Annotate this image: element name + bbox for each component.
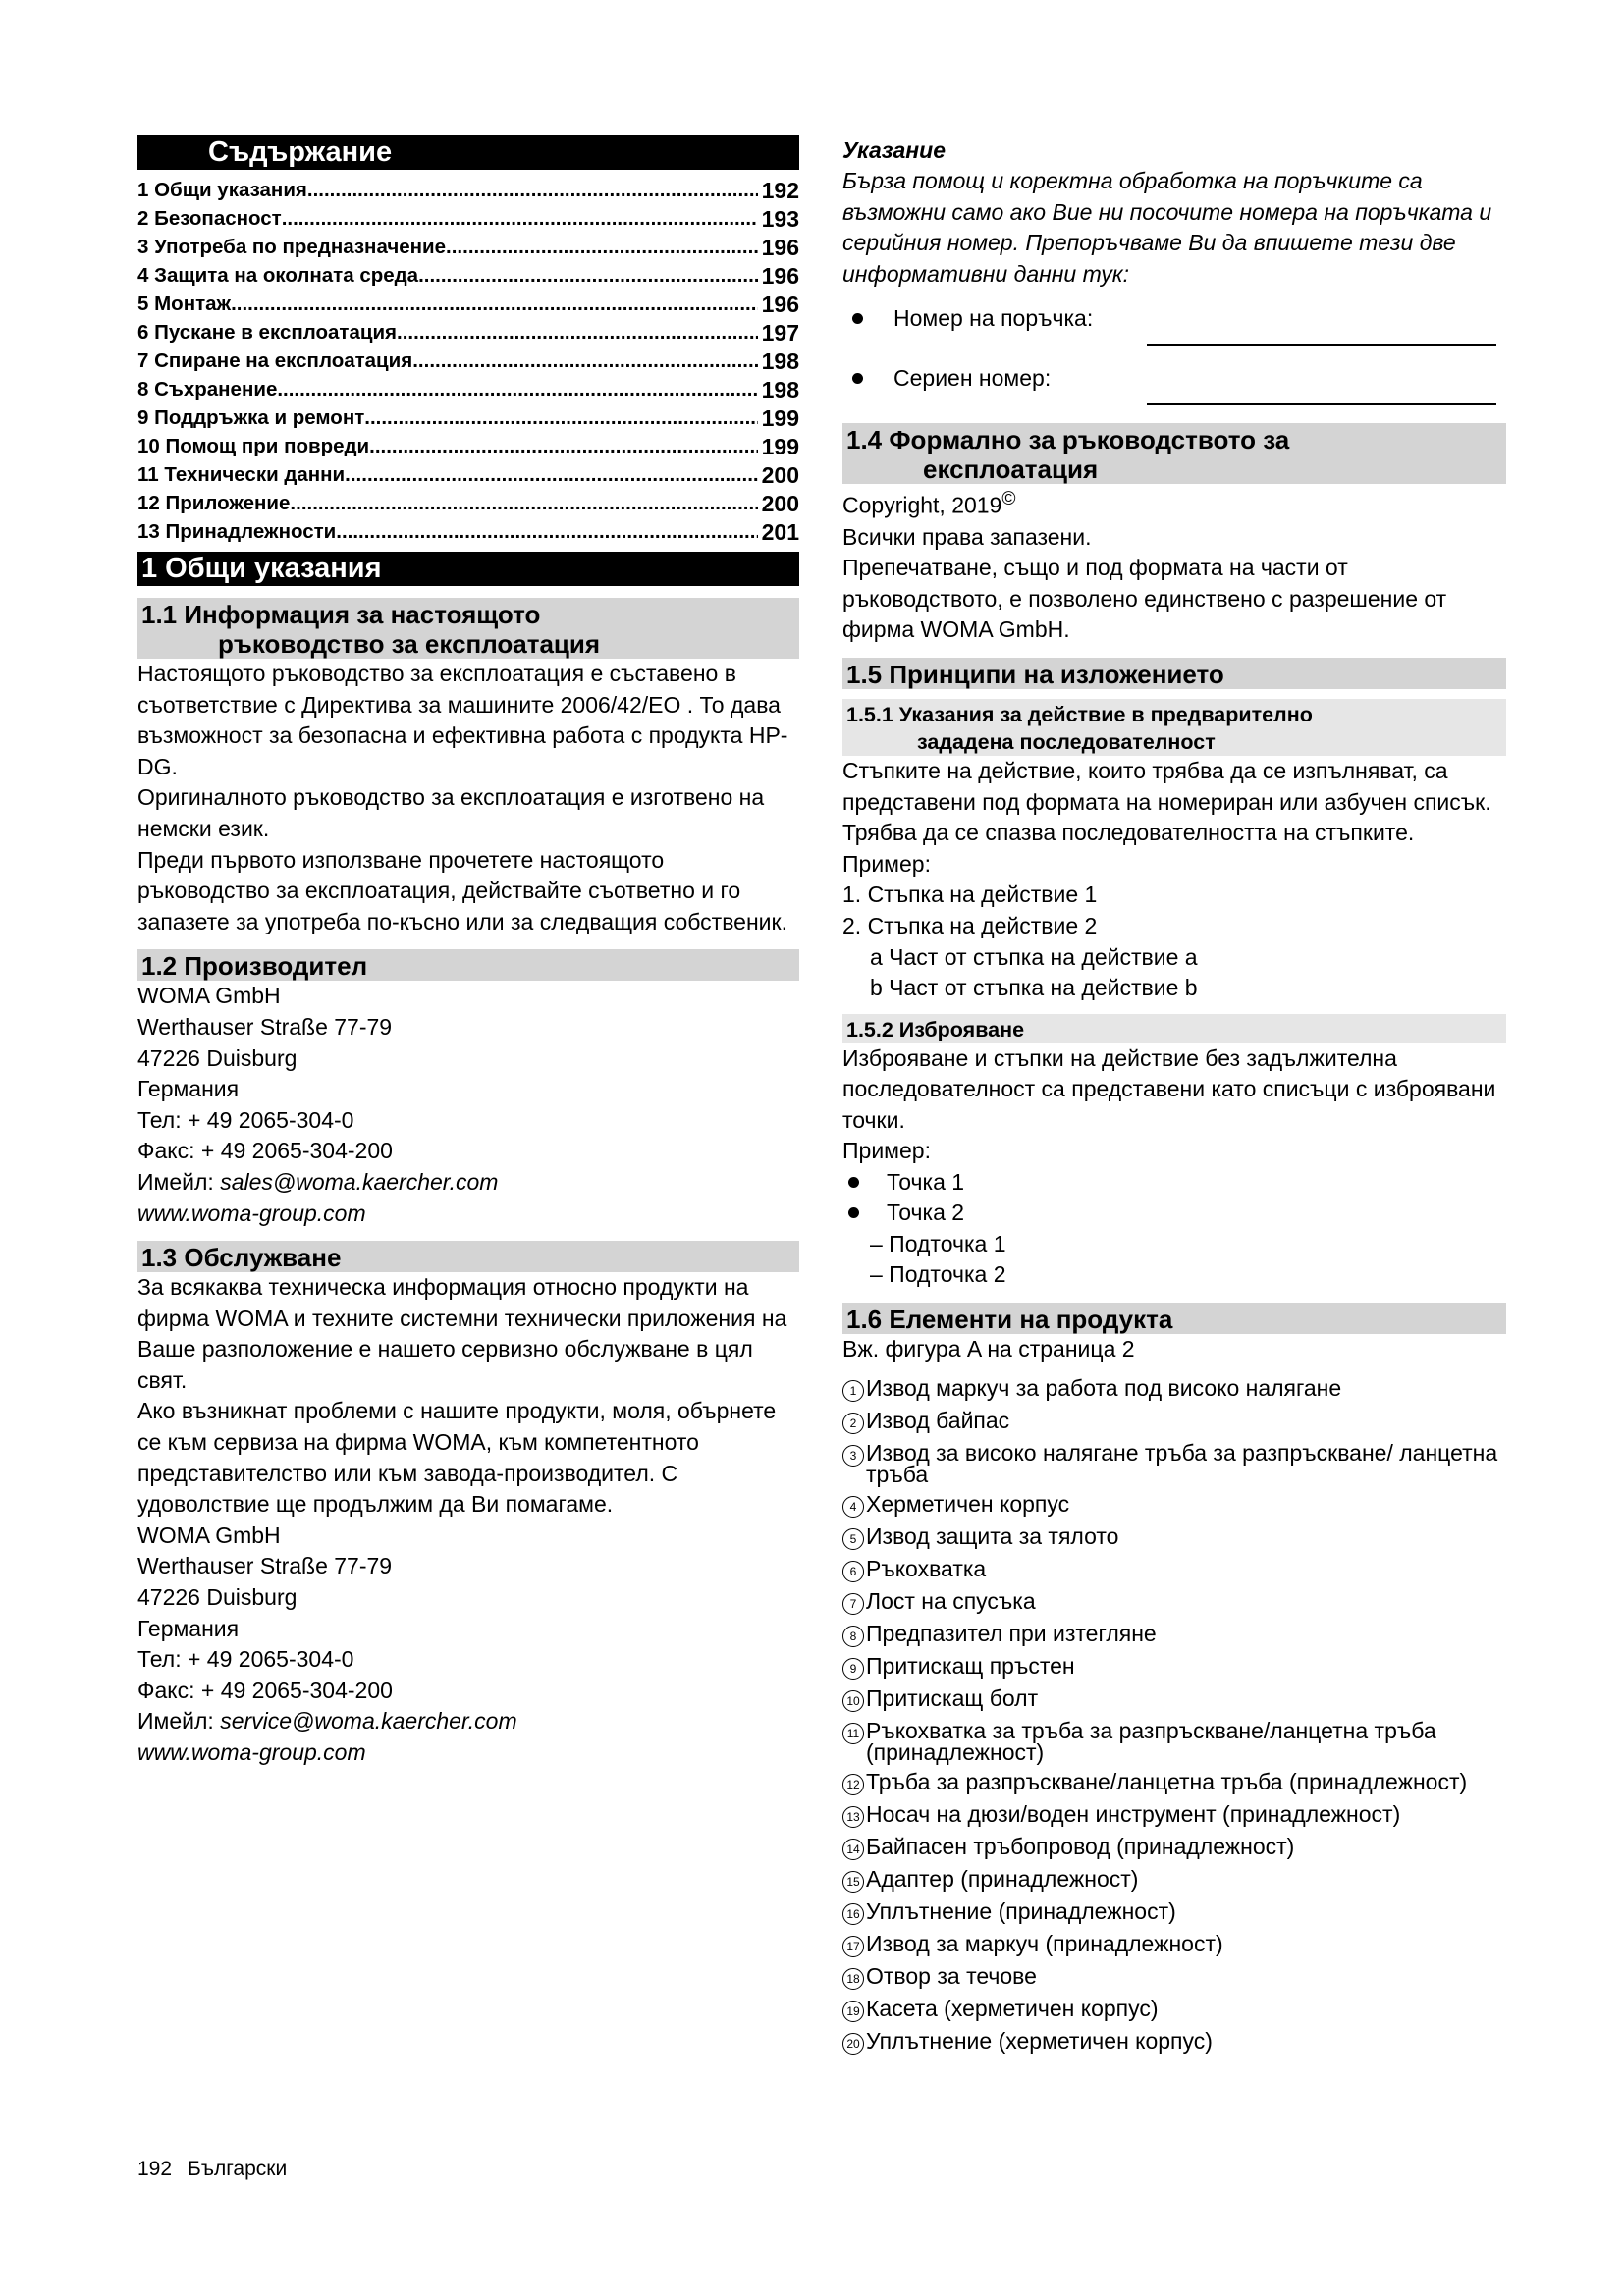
fax-line: Факс: + 49 2065-304-200 — [137, 1138, 393, 1164]
list-item: 1. Стъпка на действие 1 — [842, 881, 1098, 908]
toc-item[interactable]: 9 Поддръжка и ремонт ..... 199 — [137, 403, 799, 432]
component-item: 18 Отвор за течове — [842, 1965, 1506, 1990]
bullet-icon — [848, 1177, 859, 1188]
email-link[interactable]: service@woma.kaercher.com — [220, 1708, 517, 1735]
paragraph: Оригиналното ръководство за експлоатация е изготвено на немски език. — [137, 784, 765, 841]
number-circle-icon: 8 — [842, 1626, 864, 1647]
toc-item[interactable]: 1 Общи указания ..... 192 — [137, 176, 799, 204]
toc-item[interactable]: 8 Съхранение ..... 198 — [137, 375, 799, 403]
left-column — [137, 135, 799, 1769]
component-item: 5 Извод защита за тялото — [842, 1525, 1506, 1550]
number-circle-icon: 3 — [842, 1445, 864, 1467]
page-number: 192 — [137, 2158, 173, 2180]
component-item: 1 Извод маркуч за работа под високо налягане — [842, 1377, 1506, 1402]
section-1-6-heading: 1.6 Елементи на продукта — [842, 1303, 1506, 1334]
toc-item[interactable]: 11 Технически данни ..... 200 — [137, 460, 799, 489]
figure-reference: Вж. фигура A на страница 2 — [842, 1335, 1135, 1362]
toc-item[interactable]: 5 Монтаж ..... 196 — [137, 290, 799, 318]
order-number-blank — [1147, 334, 1496, 346]
toc-item[interactable]: 13 Принадлежности ..... 201 — [137, 517, 799, 546]
footer-language: Български — [188, 2158, 288, 2180]
number-circle-icon: 13 — [842, 1806, 864, 1828]
paragraph: Изброяване и стъпки на действие без задължителна последователност са представени като списъци с изброявани точки. — [842, 1044, 1496, 1133]
paragraph: Ако възникнат проблеми с нашите продукти, моля, обърнете се към сервиза на фирма WOMA, към компетентното представителство или към завода-производител. С удоволствие ще продължим да Ви помагаме. — [137, 1398, 777, 1518]
component-item: 6 Ръкохватка — [842, 1558, 1506, 1582]
component-item: 15 Адаптер (принадлежност) — [842, 1868, 1506, 1893]
number-circle-icon: 10 — [842, 1690, 864, 1712]
toc-item[interactable]: 6 Пускане в експлоатация ..... 197 — [137, 318, 799, 347]
toc-title: Съдържание — [137, 135, 799, 170]
number-circle-icon: 18 — [842, 1968, 864, 1990]
copyright-symbol: © — [1001, 489, 1016, 510]
component-item: 13 Носач на дюзи/воден инструмент (принадлежност) — [842, 1803, 1506, 1828]
section-1-2-heading: 1.2 Производител — [137, 949, 799, 981]
component-item: 7 Лост на спусъка — [842, 1590, 1506, 1615]
number-circle-icon: 9 — [842, 1658, 864, 1680]
bullet-icon — [852, 313, 863, 324]
section-1-5-1-heading: 1.5.1 Указания за действие в предварително зададена последователност — [842, 699, 1506, 756]
address-line: Германия — [137, 1615, 240, 1641]
section-1-5-2-heading: 1.5.2 Изброяване — [842, 1014, 1506, 1043]
number-circle-icon: 14 — [842, 1839, 864, 1860]
component-item: 17 Извод за маркуч (принадлежност) — [842, 1933, 1506, 1957]
number-circle-icon: 20 — [842, 2033, 864, 2055]
list-item: Точка 1 — [842, 1167, 1506, 1199]
number-circle-icon: 11 — [842, 1723, 864, 1744]
address-line: WOMA GmbH — [137, 1522, 281, 1548]
email-line: Имейл: service@woma.kaercher.com — [137, 1708, 517, 1735]
section-1-heading: 1 Общи указания — [137, 552, 799, 586]
number-circle-icon: 12 — [842, 1774, 864, 1795]
paragraph: Всички права запазени. — [842, 523, 1092, 550]
email-link[interactable]: sales@woma.kaercher.com — [220, 1168, 499, 1195]
number-circle-icon: 1 — [842, 1380, 864, 1402]
toc-item[interactable]: 2 Безопасност ..... 193 — [137, 204, 799, 233]
website-link[interactable]: www.woma-group.com — [137, 1200, 366, 1226]
number-circle-icon: 2 — [842, 1413, 864, 1434]
address-line: 47226 Duisburg — [137, 1584, 298, 1611]
address-line: WOMA GmbH — [137, 983, 281, 1009]
toc-list — [137, 176, 799, 546]
email-line: Имейл: sales@woma.kaercher.com — [137, 1168, 499, 1195]
section-1-1-heading: 1.1 Информация за настоящото ръководство за експлоатация — [137, 598, 799, 659]
component-item: 14 Байпасен тръбопровод (принадлежност) — [842, 1836, 1506, 1860]
bullet-icon — [848, 1207, 859, 1218]
number-circle-icon: 7 — [842, 1593, 864, 1615]
paragraph: Настоящото ръководство за експлоатация е съставено в съответствие с Директива за машините 2006/42/EO . То дава възможност за безопасна и ефективна работа с продукта HP-DG. — [137, 661, 788, 779]
address-line: Werthauser Straße 77-79 — [137, 1553, 393, 1579]
paragraph: Стъпките на действие, които трябва да се изпълняват, са представени под формата на номериран или азбучен списък. Трябва да се спазва последователността на стъпките. — [842, 758, 1491, 846]
section-1-5-heading: 1.5 Принципи на изложението — [842, 658, 1506, 689]
example-label: Пример: — [842, 850, 931, 877]
serial-number-field: Сериен номер: — [842, 363, 1506, 394]
toc-item[interactable]: 4 Защита на околната среда ..... 196 — [137, 261, 799, 290]
number-circle-icon: 17 — [842, 1936, 864, 1957]
address-line: 47226 Duisburg — [137, 1044, 298, 1071]
website-link[interactable]: www.woma-group.com — [137, 1739, 366, 1765]
order-number-field: Номер на поръчка: — [842, 303, 1506, 334]
component-item: 20 Уплътнение (херметичен корпус) — [842, 2030, 1506, 2055]
phone-line: Тел: + 49 2065-304-0 — [137, 1646, 354, 1673]
paragraph: Преди първото използване прочетете настоящото ръководство за експлоатация, действайте съответно и го запазете за употреба по-късно или за следващия собственик. — [137, 846, 787, 934]
note-heading: Указание — [842, 137, 946, 163]
number-circle-icon: 15 — [842, 1871, 864, 1893]
phone-line: Тел: + 49 2065-304-0 — [137, 1106, 354, 1133]
component-item: 2 Извод байпас — [842, 1410, 1506, 1434]
list-item: 2. Стъпка на действие 2 — [842, 912, 1098, 938]
component-item: 10 Притискащ болт — [842, 1687, 1506, 1712]
list-subitem: – Подточка 2 — [870, 1261, 1006, 1288]
example-label: Пример: — [842, 1138, 931, 1164]
section-1-3-heading: 1.3 Обслужване — [137, 1241, 799, 1272]
number-circle-icon: 16 — [842, 1903, 864, 1925]
component-item: 9 Притискащ пръстен — [842, 1655, 1506, 1680]
list-subitem: b Част от стъпка на действие b — [870, 975, 1198, 1001]
bullet-icon — [852, 373, 863, 384]
number-circle-icon: 5 — [842, 1528, 864, 1550]
component-item: 11 Ръкохватка за тръба за разпръскване/ланцетна тръба (принадлежност) — [842, 1720, 1506, 1763]
component-item: 12 Тръба за разпръскване/ланцетна тръба (принадлежност) — [842, 1771, 1506, 1795]
paragraph: За всякаква техническа информация относно продукти на фирма WOMA и техните системни технически приложения на Ваше разположение е нашето сервизно обслужване в цял свят. — [137, 1274, 787, 1393]
address-line: Германия — [137, 1076, 240, 1102]
number-circle-icon: 6 — [842, 1561, 864, 1582]
list-subitem: – Подточка 1 — [870, 1230, 1006, 1256]
component-item: 19 Касета (херметичен корпус) — [842, 1998, 1506, 2022]
serial-number-blank — [1147, 394, 1496, 405]
fax-line: Факс: + 49 2065-304-200 — [137, 1677, 393, 1703]
address-line: Werthauser Straße 77-79 — [137, 1013, 393, 1040]
toc-item[interactable]: 7 Спиране на експлоатация ..... 198 — [137, 347, 799, 375]
list-item: Точка 2 — [842, 1198, 1506, 1229]
number-circle-icon: 19 — [842, 2001, 864, 2022]
page-footer — [137, 2158, 302, 2181]
component-item: 4 Херметичен корпус — [842, 1493, 1506, 1518]
paragraph: Препечатване, също и под формата на части от ръководството, е позволено единствено с разрешение от фирма WOMA GmbH. — [842, 555, 1447, 643]
component-item: 3 Извод за високо налягане тръба за разпръскване/ ланцетна тръба — [842, 1442, 1506, 1485]
component-item: 16 Уплътнение (принадлежност) — [842, 1900, 1506, 1925]
section-1-4-heading: 1.4 Формално за ръководството за експлоатация — [842, 423, 1506, 484]
component-list — [842, 1374, 1506, 2055]
component-item: 8 Предпазител при изтегляне — [842, 1623, 1506, 1647]
note-text: Бърза помощ и коректна обработка на поръчките са възможни само ако Вие ни посочите номера на поръчката и серийния номер. Препоръчваме Ви да впишете тези две информативни данни тук: — [842, 168, 1492, 287]
toc-item[interactable]: 3 Употреба по предназначение ..... 196 — [137, 233, 799, 261]
list-subitem: a Част от стъпка на действие a — [870, 943, 1198, 970]
number-circle-icon: 4 — [842, 1496, 864, 1518]
copyright-line: Copyright, 2019© — [842, 489, 1016, 519]
toc-item[interactable]: 12 Приложение ..... 200 — [137, 489, 799, 517]
right-column — [842, 135, 1506, 2062]
toc-item[interactable]: 10 Помощ при повреди ..... 199 — [137, 432, 799, 460]
